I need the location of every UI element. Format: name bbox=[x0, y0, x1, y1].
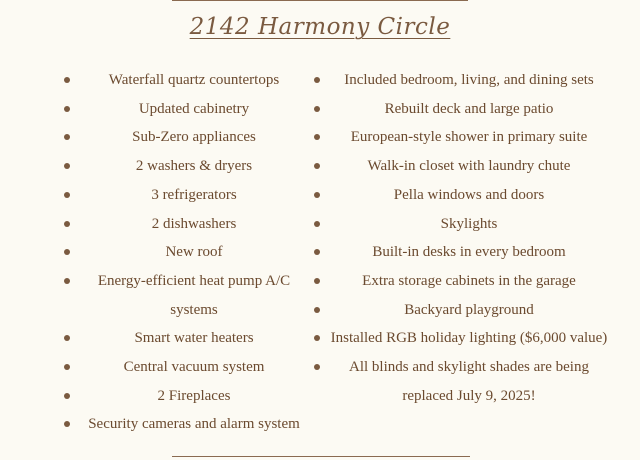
bullet-icon bbox=[64, 278, 70, 284]
list-item-text: Built-in desks in every bedroom bbox=[372, 244, 566, 261]
list-item bbox=[308, 95, 608, 124]
bullet-icon bbox=[314, 335, 320, 341]
list-item-text: Central vacuum system bbox=[123, 359, 265, 376]
list-item bbox=[308, 267, 608, 296]
list-item bbox=[308, 123, 608, 152]
page-title: 2142 Harmony Circle bbox=[189, 14, 451, 40]
bullet-icon bbox=[314, 192, 320, 198]
bottom-divider bbox=[172, 456, 470, 457]
bullet-icon bbox=[64, 163, 70, 169]
list-item-text: Backyard playground bbox=[404, 301, 534, 318]
list-item bbox=[308, 324, 608, 353]
list-item bbox=[308, 353, 608, 410]
bullet-icon bbox=[314, 307, 320, 313]
bullet-icon bbox=[64, 221, 70, 227]
list-item-text: New roof bbox=[165, 244, 223, 261]
bullet-icon bbox=[64, 364, 70, 370]
features-list-right bbox=[308, 66, 608, 410]
list-item bbox=[308, 181, 608, 210]
bullet-icon bbox=[314, 249, 320, 255]
list-item-text: Installed RGB holiday lighting ($6,000 value) bbox=[330, 330, 608, 347]
top-divider bbox=[172, 0, 468, 1]
bullet-icon bbox=[314, 134, 320, 140]
list-item bbox=[58, 95, 308, 124]
list-item-text: 2 washers & dryers bbox=[135, 158, 253, 175]
bullet-icon bbox=[64, 335, 70, 341]
bullet-icon bbox=[314, 221, 320, 227]
list-item bbox=[58, 66, 308, 95]
list-item bbox=[308, 66, 608, 95]
bullet-icon bbox=[314, 163, 320, 169]
list-item bbox=[308, 210, 608, 239]
list-item-text: 3 refrigerators bbox=[151, 186, 237, 203]
list-item bbox=[58, 410, 308, 439]
list-item-text: Energy-efficient heat pump A/C systems bbox=[97, 272, 291, 318]
list-item bbox=[58, 238, 308, 267]
list-item bbox=[58, 123, 308, 152]
list-item-text: Skylights bbox=[440, 215, 498, 232]
features-list-left bbox=[58, 66, 308, 439]
list-item-text: Walk-in closet with laundry chute bbox=[367, 158, 571, 175]
list-item bbox=[58, 353, 308, 382]
list-item-text: All blinds and skylight shades are being replaced July 9, 2025! bbox=[349, 359, 589, 404]
list-item-text: Smart water heaters bbox=[134, 330, 254, 347]
list-item bbox=[58, 152, 308, 181]
bullet-icon bbox=[314, 278, 320, 284]
list-item bbox=[58, 267, 308, 324]
list-item-text: Included bedroom, living, and dining sets bbox=[344, 72, 594, 88]
list-item-text: Rebuilt deck and large patio bbox=[384, 100, 554, 117]
bullet-icon bbox=[64, 249, 70, 255]
bullet-icon bbox=[64, 134, 70, 140]
bullet-icon bbox=[64, 192, 70, 198]
bullet-icon bbox=[314, 364, 320, 370]
list-item bbox=[308, 296, 608, 325]
list-item bbox=[308, 152, 608, 181]
list-item bbox=[308, 238, 608, 267]
bullet-icon bbox=[64, 421, 70, 427]
list-item bbox=[58, 382, 308, 411]
list-item-text: Security cameras and alarm system bbox=[88, 416, 300, 433]
bullet-icon bbox=[314, 106, 320, 112]
list-item bbox=[58, 324, 308, 353]
list-item-text: Extra storage cabinets in the garage bbox=[362, 272, 576, 289]
bullet-icon bbox=[64, 106, 70, 112]
list-item bbox=[58, 210, 308, 239]
list-item-text: Waterfall quartz countertops bbox=[108, 72, 280, 88]
list-item-text: 2 Fireplaces bbox=[157, 387, 231, 404]
list-item-text: Pella windows and doors bbox=[393, 186, 545, 203]
bullet-icon bbox=[314, 77, 320, 83]
list-item-text: Updated cabinetry bbox=[138, 100, 250, 117]
bullet-icon bbox=[64, 77, 70, 83]
bullet-icon bbox=[64, 393, 70, 399]
list-item-text: European-style shower in primary suite bbox=[350, 129, 588, 146]
list-item-text: 2 dishwashers bbox=[151, 215, 237, 232]
list-item bbox=[58, 181, 308, 210]
list-item-text: Sub-Zero appliances bbox=[132, 129, 256, 146]
